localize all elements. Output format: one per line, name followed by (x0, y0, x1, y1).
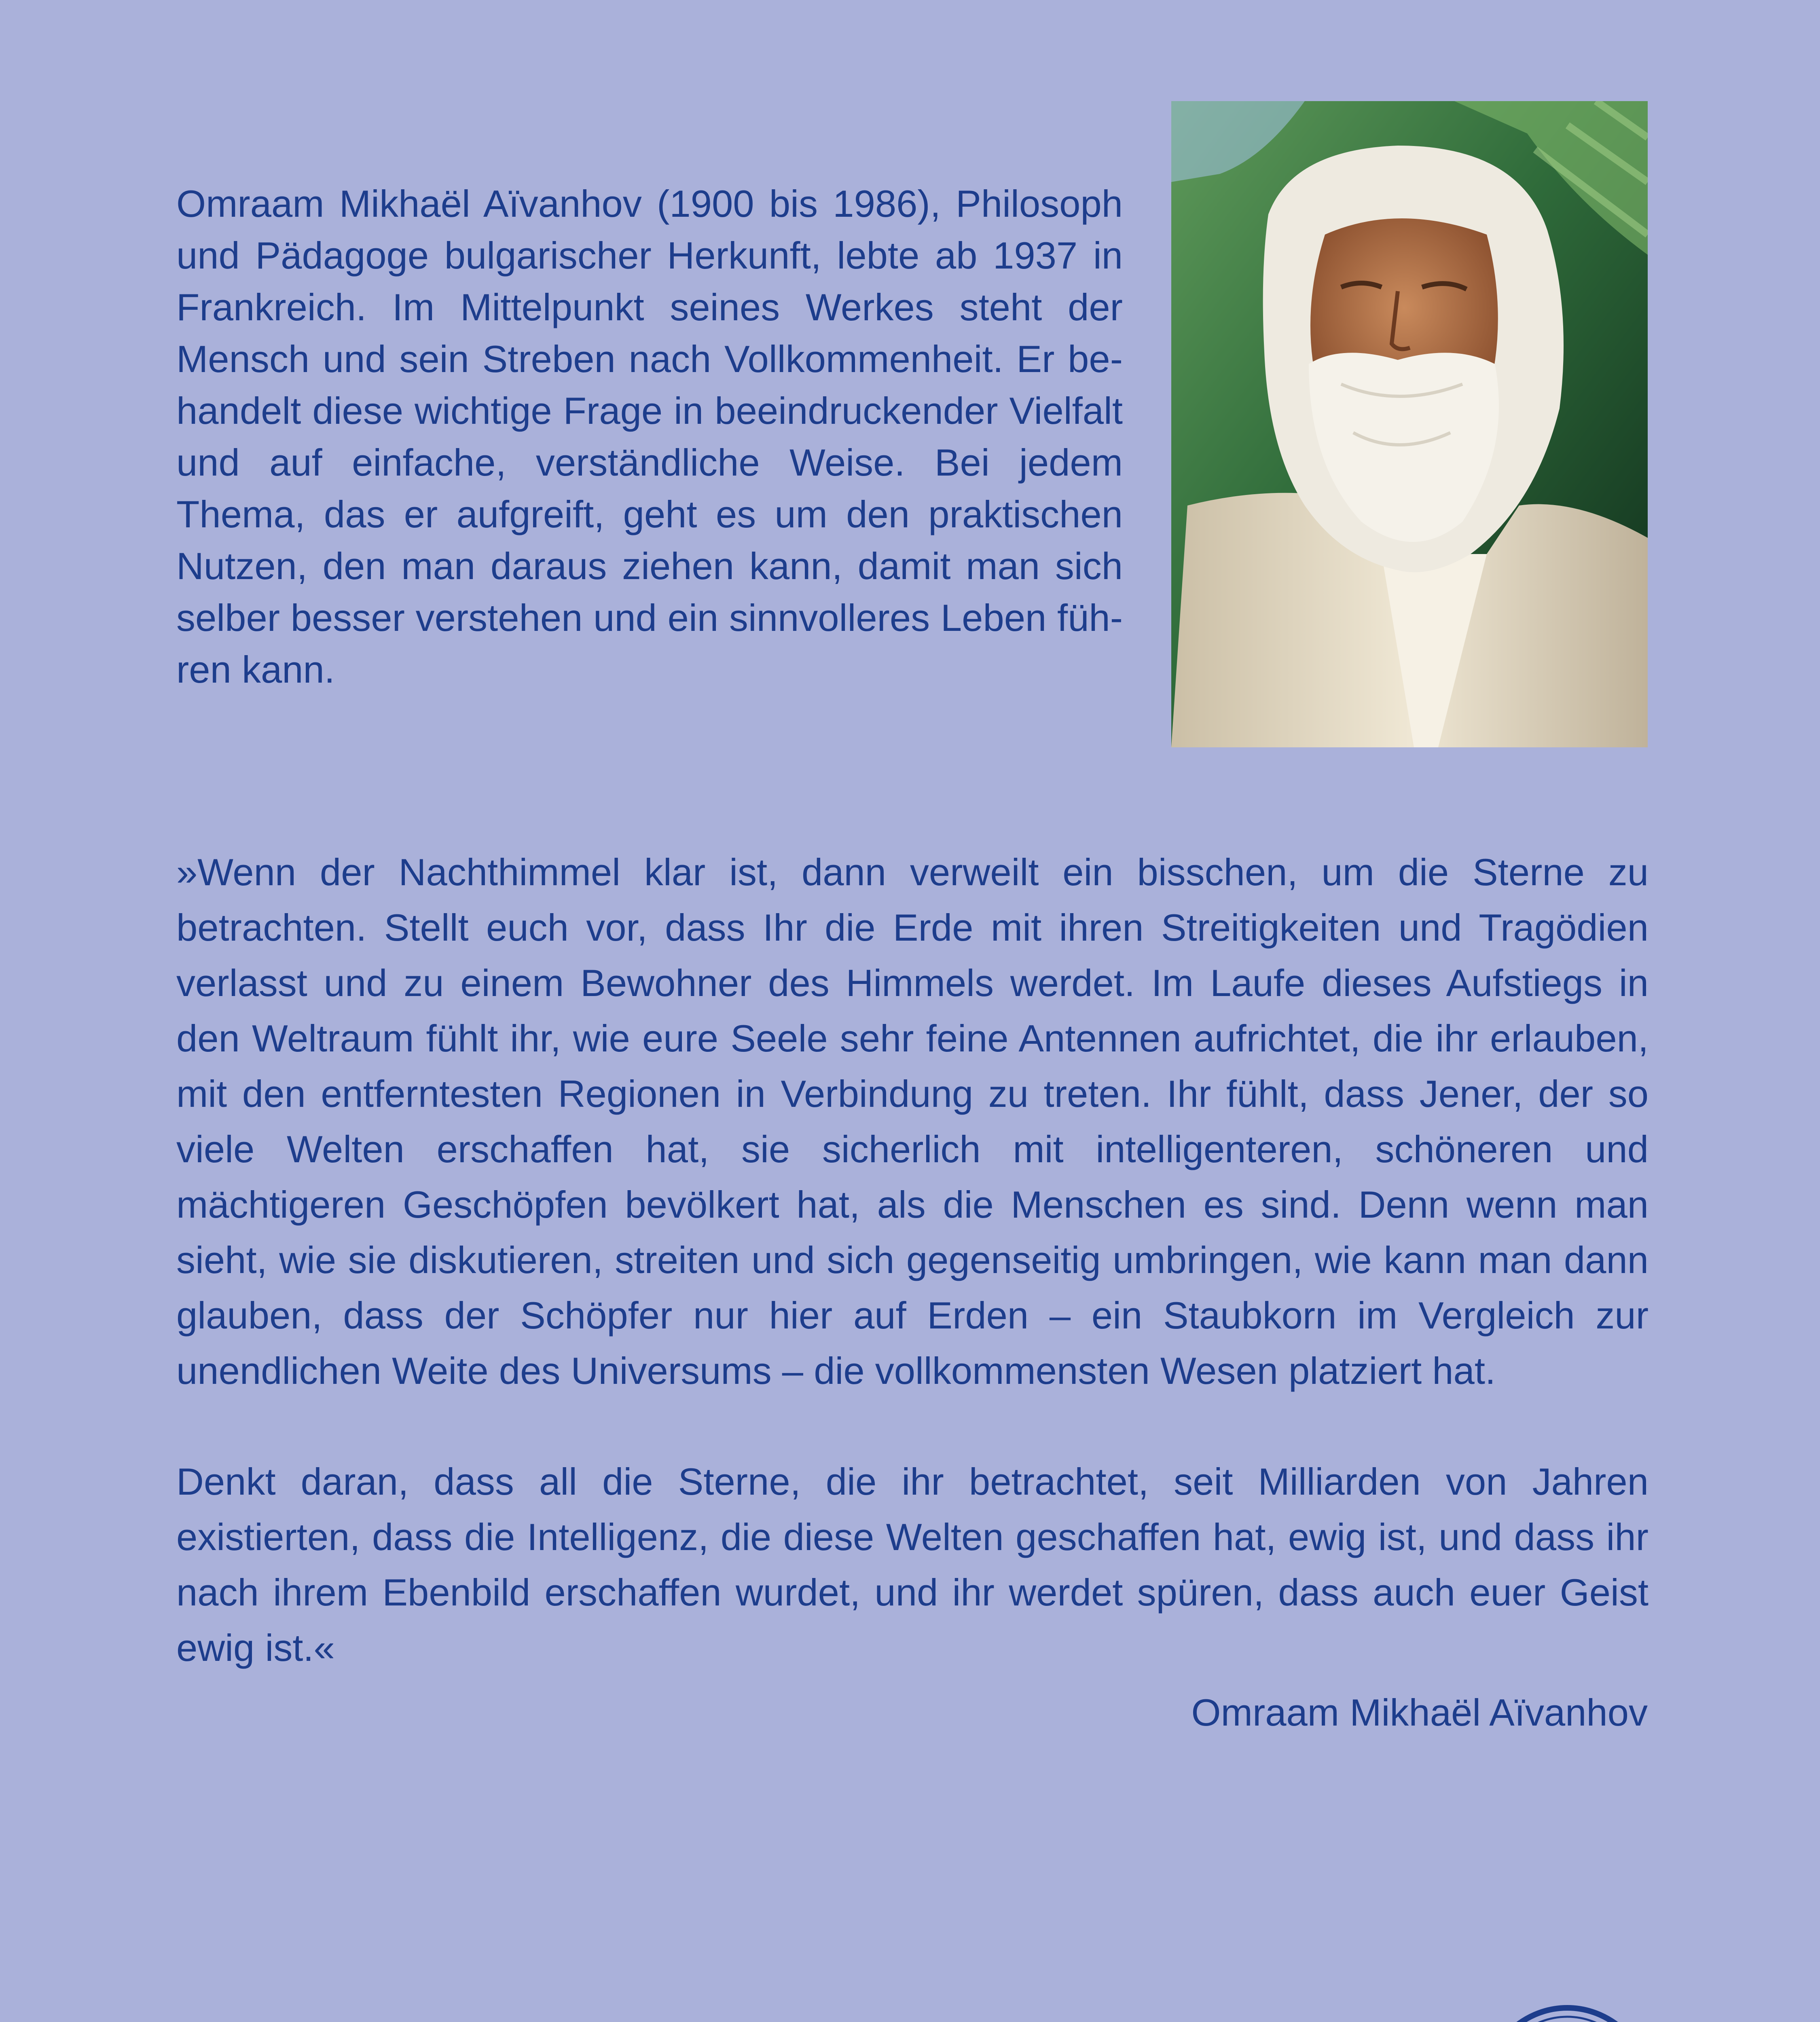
quote-author: Omraam Mikhaël Aïvanhov (1191, 1691, 1648, 1734)
quote-block (176, 844, 1649, 1675)
prosveta-anchor-logo (1472, 2002, 1662, 2022)
author-biography: Omraam Mikhaël Aïvanhov (1900 bis 1986), Philosoph und Pädagoge bulgarischer Herkunft, lebte ab 1937 in Frankreich. Im Mittelpunkt seines Werkes steht der Mensch und sein Streben nach Vollkommenheit. Er behandelt diese wichtige Frage in beeindruckender Vielfalt und auf einfache, verständliche Weise. Bei jedem Thema, das er aufgreift, geht es um den praktischen Nutzen, den man daraus ziehen kann, damit man sich selber besser verstehen und ein sinnvolleres Leben führen kann. (176, 182, 1123, 691)
quote-paragraph-1: »Wenn der Nachthimmel klar ist, dann verweilt ein bisschen, um die Sterne zu betrachten. Stellt euch vor, dass Ihr die Erde mit ihren Streitigkeiten und Tragödien verlasst und zu einem Bewohner des Himmels werdet. Im Laufe dieses Aufstiegs in den Weltraum fühlt ihr, wie eure Seele sehr feine Antennen aufrichtet, die ihr erlauben, mit den entferntesten Regionen in Verbindung zu treten. Ihr fühlt, dass Jener, der so viele Welten erschaffen hat, sie sicherlich mit intelligenteren, schöneren und mächtigeren Geschöpfen bevölkert hat, als die Menschen es sind. Denn wenn man sieht, wie sie diskutieren, streiten und sich gegenseitig umbringen, wie kann man dann glauben, dass der Schöpfer nur hier auf Erden – ein Staubkorn im Vergleich zur unendlichen Weite des Universums – die vollkommensten Wesen platziert hat. (176, 851, 1649, 1392)
quote-paragraph-2: Denkt daran, dass all die Sterne, die ihr betrachtet, seit Milliarden von Jahren existierten, dass die Intelligenz, die diese Welten geschaffen hat, ewig ist, und dass ihr nach ihrem Ebenbild erschaffen wurdet, und ihr werdet spüren, dass auch euer Geist ewig ist.« (176, 1460, 1649, 1669)
author-portrait-photo (1171, 101, 1648, 747)
